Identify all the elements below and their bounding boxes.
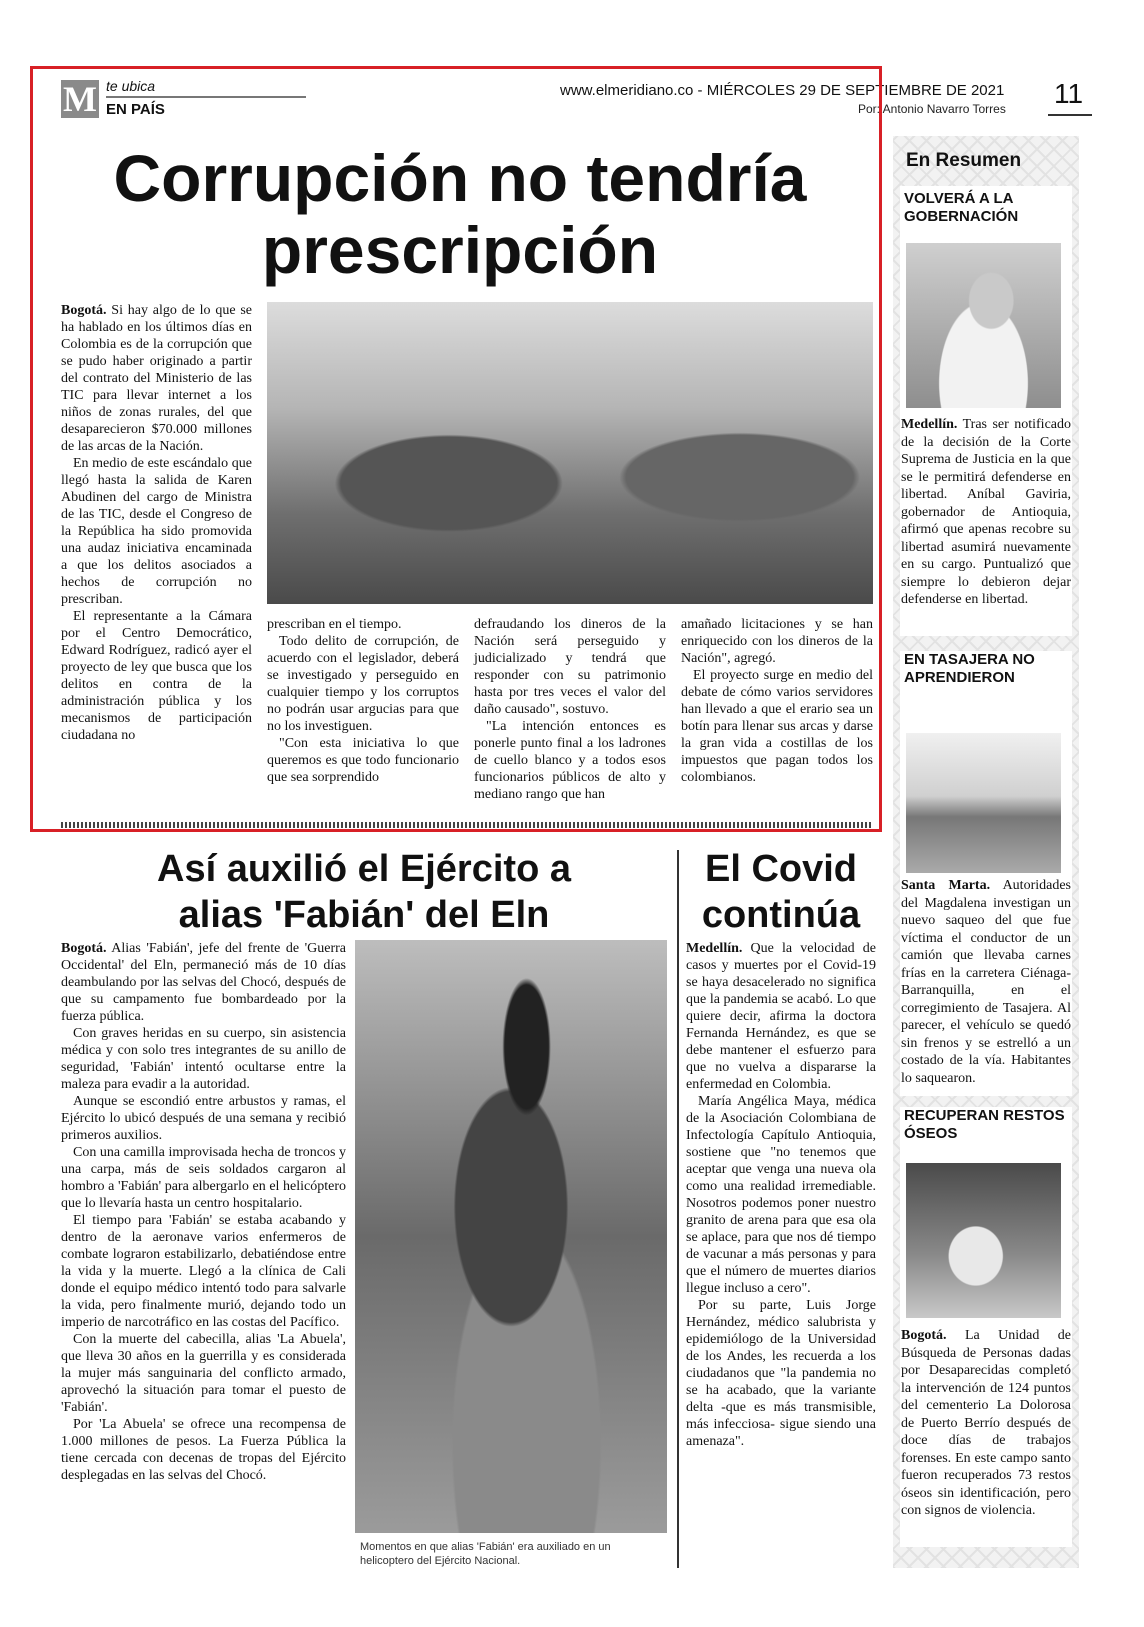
main-story-column-2	[267, 616, 459, 786]
page-number-rule	[1048, 114, 1092, 116]
sidebar-item-text	[901, 416, 1071, 609]
story-dateline: Bogotá.	[61, 303, 107, 318]
paragraph: El proyecto surge en medio del debate de cómo varios servidores han llevado a que el erario sea un botín para llenar sus arcas y darse la gran vida a costillas de los impuestos que pagan todos los colombianos.	[681, 668, 873, 785]
army-headline-line2: alias 'Fabián' del Eln	[178, 894, 550, 936]
army-headline	[61, 846, 667, 938]
covid-headline-line2: continúa	[701, 894, 861, 936]
paragraph: Con una camilla improvisada hecha de troncos y una carpa, más de seis soldados cargaron al hombro a 'Fabián' para albergarlo en el helicóptero que lo llevaría hasta un centro hospitalario.	[61, 1145, 346, 1211]
paragraph-text: Alias 'Fabián', jefe del frente de 'Guerra Occidental' del Eln, permaneció más de 10 días deambulando por las selvas del Chocó, después de que su campamento fue bombardeado por la fuerza pública.	[61, 941, 346, 1024]
section-divider	[61, 822, 873, 828]
sidebar-item-text	[901, 877, 1071, 1087]
story-dateline: Santa Marta.	[901, 878, 991, 893]
main-story-column-3	[474, 616, 666, 803]
byline: Por: Antonio Navarro Torres	[858, 102, 1006, 116]
main-headline-line1: Corrupción no tendría	[113, 141, 807, 215]
sidebar-item-headline: VOLVERÁ A LA GOBERNACIÓN	[904, 190, 1019, 225]
sidebar-item-headline: EN TASAJERA NO APRENDIERON	[904, 651, 1035, 686]
paragraph: En medio de este escándalo que llegó hasta la salida de Karen Abudinen del cargo de Ministra de las TIC, desde el Congreso de la República ha sido promovida una audaz iniciativa encaminada a que los delitos asociados a hechos de corrupción no prescriban.	[61, 456, 252, 607]
main-story-column-4	[681, 616, 873, 786]
main-headline	[50, 142, 870, 286]
paragraph: Con la muerte del cabecilla, alias 'La Abuela', que lleva 30 años en la guerrilla y es considerada la mujer más sanguinaria del conflicto armado, aprovechó la situación para tomar el puesto de 'Fabián'.	[61, 1332, 346, 1415]
paragraph: El representante a la Cámara por el Centro Democrático, Edward Rodríguez, radicó ayer el proyecto de ley que busca que los delitos en contra de la administración pública y los mecanismos de participación ciudadana no	[61, 609, 252, 743]
story-dateline: Medellín.	[901, 417, 958, 432]
sidebar-item-text	[901, 1327, 1071, 1520]
paragraph: Por su parte, Luis Jorge Hernández, médico salubrista y epidemiólogo de la Universidad de los Andes, les recuerda a los ciudadanos que "la pandemia no se ha acabado, que la variante delta -que es más transmisible, más infecciosa- sigue siendo una amenaza".	[686, 1298, 876, 1449]
main-headline-line2: prescripción	[261, 213, 659, 287]
dateline: www.elmeridiano.co - MIÉRCOLES 29 DE SEPTIEMBRE DE 2021	[560, 82, 1005, 99]
paragraph: Por 'La Abuela' se ofrece una recompensa de 1.000 millones de pesos. La Fuerza Pública la tiene cercada con decenas de tropas del Ejército desplegadas en las selvas del Chocó.	[61, 1417, 346, 1483]
forensic-remains-photo	[906, 1163, 1061, 1318]
sidebar-text: Tras ser notificado de la decisión de la Corte Suprema de Justicia en la que se le permitirá defenderse en libertad. Aníbal Gaviria, gobernador de Antioquia, afirmó que apenas recobre su libertad asumirá nuevamente en su cargo. Puntualizó que siempre lo debieron dejar defenderse en libertad.	[901, 417, 1072, 607]
sidebar-title: En Resumen	[906, 150, 1022, 171]
column-divider	[677, 850, 679, 1568]
sidebar-text: La Unidad de Búsqueda de Personas dadas por Desaparecidas completó la intervención de 124 puntos del cementerio La Dolorosa de Puerto Berrío después de doce días de trabajos forenses. En este campo santo fueron recuperados 73 restos óseos sin identificación, pero con signos de violencia.	[901, 1328, 1071, 1518]
paragraph	[686, 940, 876, 1093]
paragraph: Aunque se escondió entre arbustos y ramas, el Ejército lo ubicó después de una semana y recibió primeros auxilios.	[61, 1094, 346, 1143]
paragraph: "La intención entonces es ponerle punto final a los ladrones de cuello blanco y a todos esos funcionarios públicos de alto y mediano rango que han	[474, 719, 666, 802]
overturned-truck-photo	[906, 733, 1061, 873]
covid-headline	[686, 846, 876, 938]
paragraph: "Con esta iniciativa lo que queremos es que todo funcionario que sea sorprendido	[267, 736, 459, 785]
sidebar-text: Autoridades del Magdalena investigan un nuevo saqueo del que fue víctima el conductor de un camión que llevaba carnes frías en la carretera Ciénaga-Barranquilla, en el corregimiento de Tasajera. Al parecer, el vehículo se quedó sin frenos y se estrelló a un costado de la vía. Habitantes lo saquearon.	[901, 878, 1071, 1086]
paragraph	[61, 940, 346, 1025]
paragraph: El tiempo para 'Fabián' se estaba acabando y dentro de la aeronave varios enfermeros de combate lograron estabilizarlo, debatiéndose entre la vida y la muerte. Llegó a la clínica de Cali donde el equipo médico intentó todo para salvarle la vida, pero finalmente murió, dejando todo un imperio de narcotráfico en las costas del Pacífico.	[61, 1213, 346, 1330]
paragraph: amañado licitaciones y se han enriquecido con los dineros de la Nación", agregó.	[681, 617, 873, 666]
governor-photo	[906, 243, 1061, 408]
paragraph: prescriban en el tiempo.	[267, 617, 402, 632]
story-dateline: Bogotá.	[901, 1328, 947, 1343]
army-story-column	[61, 940, 346, 1484]
story-dateline: Bogotá.	[61, 941, 107, 956]
sidebar-item-1	[900, 186, 1072, 636]
photo-caption: Momentos en que alias 'Fabián' era auxiliado en un helicoptero del Ejército Nacional.	[360, 1541, 611, 1567]
covid-story-column	[686, 940, 876, 1450]
army-headline-line1: Así auxilió el Ejército a	[157, 848, 571, 890]
handcuffed-hands-photo	[267, 302, 873, 604]
paragraph: María Angélica Maya, médica de la Asociación Colombiana de Infectología Capítulo Antioquia, sostiene que "no tenemos que aceptar que venga una nueva ola como una realidad irremediable. Nosotros podemos poner nuestro granito de arena para que esa ola se aplace, para que nos dé tiempo de vacunar a más personas y para que el número de muertes diarios llegue incluso a cero".	[686, 1094, 876, 1296]
story-dateline: Medellín.	[686, 941, 743, 956]
sidebar-item-2	[900, 651, 1072, 1096]
section-name: EN PAÍS	[106, 101, 165, 118]
paragraph: Con graves heridas en su cuerpo, sin asistencia médica y con solo tres integrantes de su anillo de seguridad, 'Fabián' intentó ocultarse entre la maleza para evadir a la autoridad.	[61, 1026, 346, 1092]
paragraph	[61, 302, 252, 455]
paragraph: Todo delito de corrupción, de acuerdo con el legislador, deberá se investigado y perseguido en cualquier tiempo y los corruptos no podrán usar argucias para que no los investiguen.	[267, 634, 459, 734]
paragraph-text: Que la velocidad de casos y muertes por el Covid-19 se haya desacelerado no significa que la pandemia se acabó. Lo que quiere decir, afirma la doctora Fernanda Hernández, es que se debe mantener el esfuerzo para que no vuelva a dispararse la enfermedad en Colombia.	[686, 941, 877, 1092]
newspaper-logo: M	[61, 80, 99, 118]
paragraph-text: Si hay algo de lo que se ha hablado en los últimos días en Colombia es de la corrupción que se pudo haber originado a partir del contrato del Ministerio de las TIC para llevar internet a los niños de zonas rurales, del que desaparecieron $70.000 millones de las arcas de la Nación.	[61, 303, 252, 454]
page-number: 11	[1054, 78, 1084, 109]
covid-headline-line1: El Covid	[704, 848, 858, 890]
paragraph: defraudando los dineros de la Nación será perseguido y judicializado y tendrá que responder con su patrimonio hasta por tres veces el valor del daño causado", sostuvo.	[474, 617, 666, 717]
main-story-column-1	[61, 302, 252, 744]
section-kicker: te ubica	[106, 78, 156, 94]
sidebar-item-3	[900, 1107, 1072, 1547]
helicopter-soldier-photo	[355, 940, 667, 1533]
sidebar-item-headline: RECUPERAN RESTOS ÓSEOS	[904, 1107, 1065, 1142]
